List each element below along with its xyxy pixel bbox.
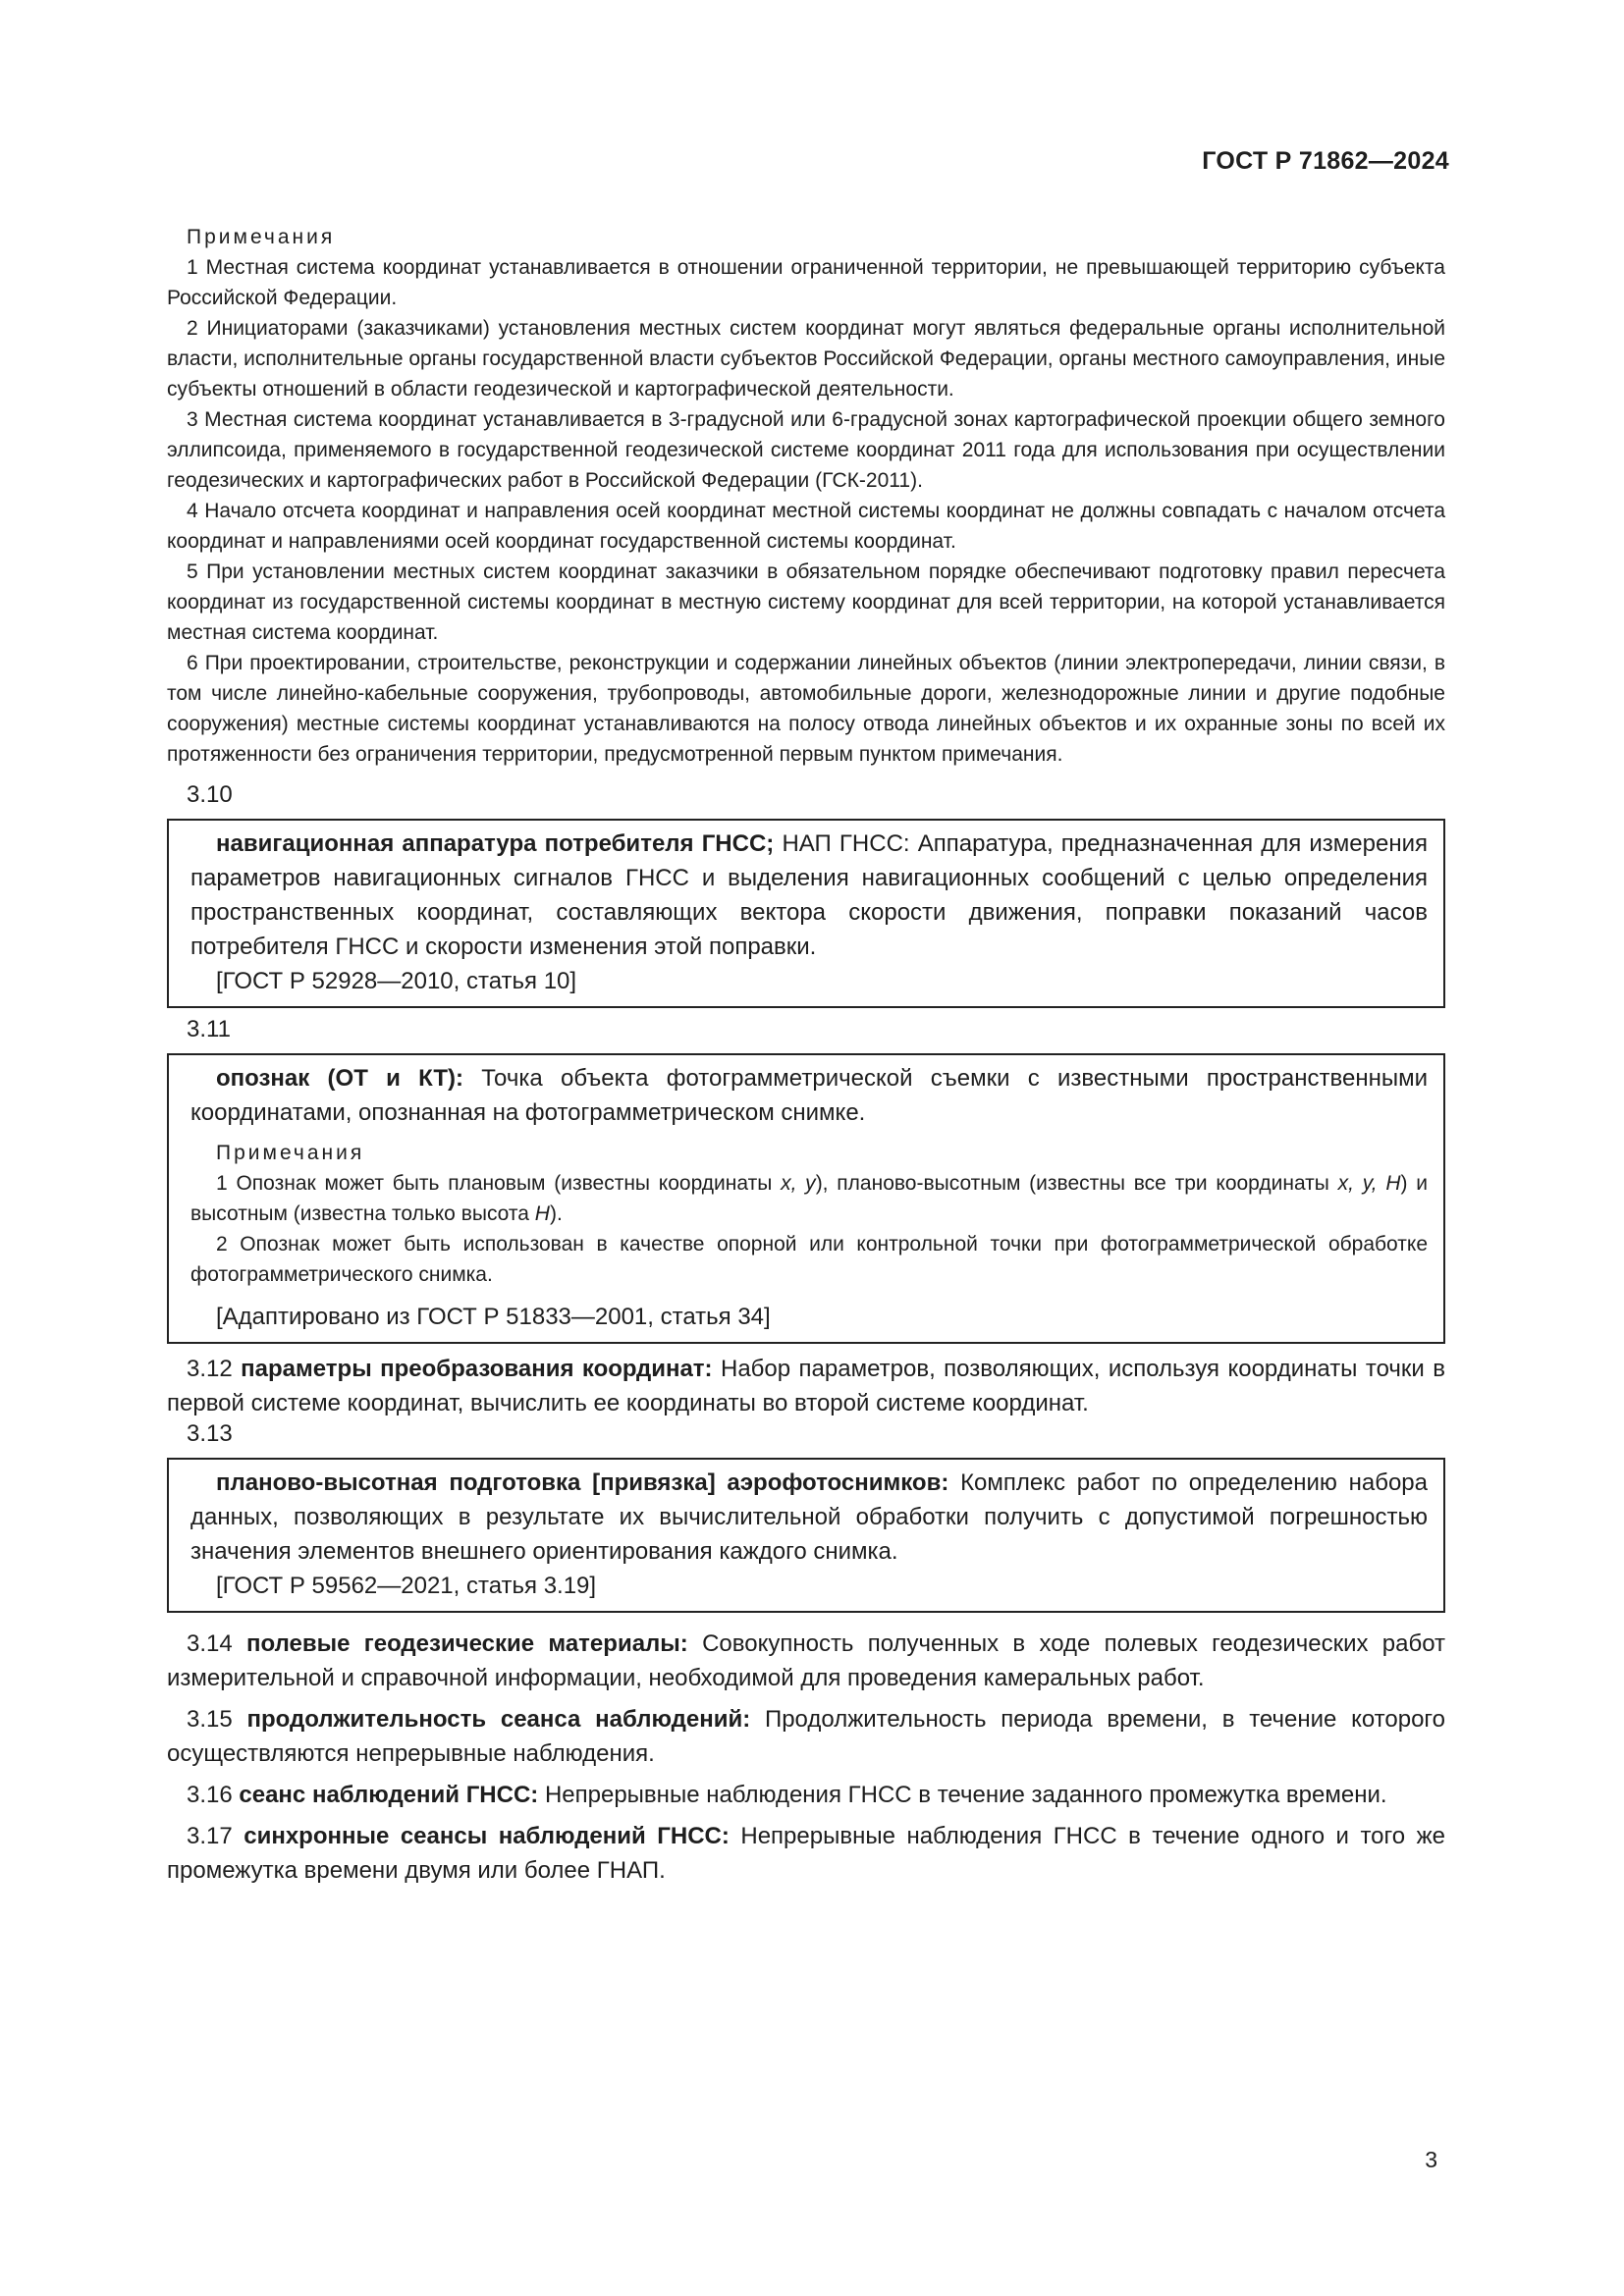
source-reference: [Адаптировано из ГОСТ Р 51833—2001, статья 34]: [216, 1304, 771, 1330]
term-box-3-13: [167, 1458, 1445, 1613]
notes-block: [190, 1138, 1428, 1290]
term: синхронные сеансы наблюдений ГНСС:: [244, 1823, 730, 1849]
section-number: 3.14: [187, 1630, 233, 1657]
term: опознак (ОТ и КТ):: [216, 1065, 463, 1092]
note-text: 1 Опознак может быть плановым (известны координаты: [216, 1172, 782, 1195]
definition: [190, 1061, 1428, 1130]
document-number: ГОСТ Р 71862—2024: [1202, 147, 1449, 175]
term-entry-3-15: [167, 1702, 1445, 1771]
section-number: 3.13: [187, 1420, 233, 1447]
note-math: x, y: [781, 1172, 816, 1195]
source-reference: [ГОСТ Р 59562—2021, статья 3.19]: [216, 1573, 597, 1599]
term: продолжительность сеанса наблюдений:: [246, 1706, 751, 1733]
note-item: 2 Инициаторами (заказчиками) установления местных систем координат могут являться федеральные органы исполнительной власти, исполнительные органы государственной власти субъектов Российской Федерации, органы местного самоуправления, иные субъекты отношений в области геодезической и картографической деятельности.: [167, 317, 1445, 400]
definition-text: Точка объекта фотограмметрической съемки с известными пространственными координатами, опознанная на фотограмметрическом снимке.: [190, 1065, 1428, 1126]
definition-text: Набор параметров, позволяющих, используя координаты точки в первой системе координат, вычислить ее координаты во второй системе координат.: [167, 1356, 1446, 1416]
definition-text: Непрерывные наблюдения ГНСС в течение одного и того же промежутка времени двумя или более ГНАП.: [167, 1823, 1445, 1884]
section-number: 3.17: [187, 1823, 233, 1849]
section-number: 3.10: [187, 781, 233, 808]
note-item: 1 Местная система координат устанавливается в отношении ограниченной территории, не превышающей территорию субъекта Российской Федерации.: [167, 256, 1445, 309]
note-item: 4 Начало отсчета координат и направления осей координат местной системы координат не должны совпадать с началом отсчета координат и направлениями осей координат государственной системы координат.: [167, 500, 1445, 553]
note-text: ).: [549, 1202, 563, 1225]
source-reference: [ГОСТ Р 52928—2010, статья 10]: [216, 968, 577, 994]
definition-text: Совокупность полученных в ходе полевых геодезических работ измерительной и справочной информации, необходимой для проведения камеральных работ.: [167, 1630, 1446, 1691]
term: планово-высотная подготовка [привязка] аэрофотоснимков:: [216, 1469, 949, 1496]
note-item: 5 При установлении местных систем координат заказчики в обязательном порядке обеспечивают подготовку правил пересчета координат из государственной системы координат в местную систему координат для всей территории, на которой устанавливается местная система координат.: [167, 561, 1445, 644]
notes-block: [167, 222, 1445, 770]
notes-heading: Примечания: [187, 226, 336, 248]
term-entry-3-12: [167, 1352, 1445, 1420]
section-number: 3.11: [187, 1016, 231, 1042]
term-box-3-10: [167, 819, 1445, 1008]
term-box-3-11: [167, 1053, 1445, 1344]
definition: [190, 1466, 1428, 1569]
note-math: H: [534, 1202, 550, 1225]
term-entry-3-17: [167, 1819, 1445, 1888]
notes-heading: Примечания: [216, 1142, 365, 1164]
note-item: 3 Местная система координат устанавливается в 3-градусной или 6-градусной зонах картографической проекции общего земного эллипсоида, применяемого в государственной геодезической системе координат 2011 года для использования при осуществлении геодезических и картографических работ в Российской Федерации (ГСК-2011).: [167, 408, 1445, 492]
definition-text: Продолжительность периода времени, в течение которого осуществляются непрерывные наблюдения.: [167, 1706, 1446, 1767]
note-text: ), планово-высотным (известны все три координаты: [815, 1172, 1338, 1195]
term: параметры преобразования координат:: [241, 1356, 713, 1382]
section-number: 3.12: [187, 1356, 233, 1382]
page-number: 3: [1425, 2147, 1437, 2172]
note-math: x, y, H: [1337, 1172, 1401, 1195]
note-item: [190, 1168, 1428, 1229]
definition-text: Непрерывные наблюдения ГНСС в течение заданного промежутка времени.: [538, 1782, 1387, 1808]
definition: [190, 827, 1428, 964]
term: полевые геодезические материалы:: [246, 1630, 688, 1657]
term-entry-3-16: [167, 1778, 1445, 1812]
note-item: 6 При проектировании, строительстве, реконструкции и содержании линейных объектов (линии электропередачи, линии связи, в том числе линейно-кабельные сооружения, трубопроводы, автомобильные дороги, железнодорожные линии и другие подобные сооружения) местные системы координат устанавливаются на полосу отвода линейных объектов и их охранные зоны по всей их протяженности без ограничения территории, предусмотренной первым пунктом примечания.: [167, 652, 1445, 766]
note-text: ) и высотным (известна только высота: [190, 1172, 1428, 1225]
term: сеанс наблюдений ГНСС:: [239, 1782, 539, 1808]
note-item: 2 Опознак может быть использован в качестве опорной или контрольной точки при фотограмметрической обработке фотограмметрического снимка.: [190, 1233, 1428, 1286]
section-number: 3.16: [187, 1782, 233, 1808]
page-content: [167, 222, 1445, 1888]
section-number: 3.15: [187, 1706, 233, 1733]
term-entry-3-14: [167, 1627, 1445, 1695]
term: навигационная аппаратура потребителя ГНСС;: [216, 830, 775, 857]
definition-text: НАП ГНСС: Аппаратура, предназначенная для измерения параметров навигационных сигналов ГНСС и выделения навигационных сообщений с целью определения пространственных координат, составляющих вектора скорости движения, поправки показаний часов потребителя ГНСС и скорости изменения этой поправки.: [190, 830, 1428, 960]
definition-text: Комплекс работ по определению набора данных, позволяющих в результате их вычислительной обработки получить с допустимой погрешностью значения элементов внешнего ориентирования каждого снимка.: [190, 1469, 1428, 1565]
